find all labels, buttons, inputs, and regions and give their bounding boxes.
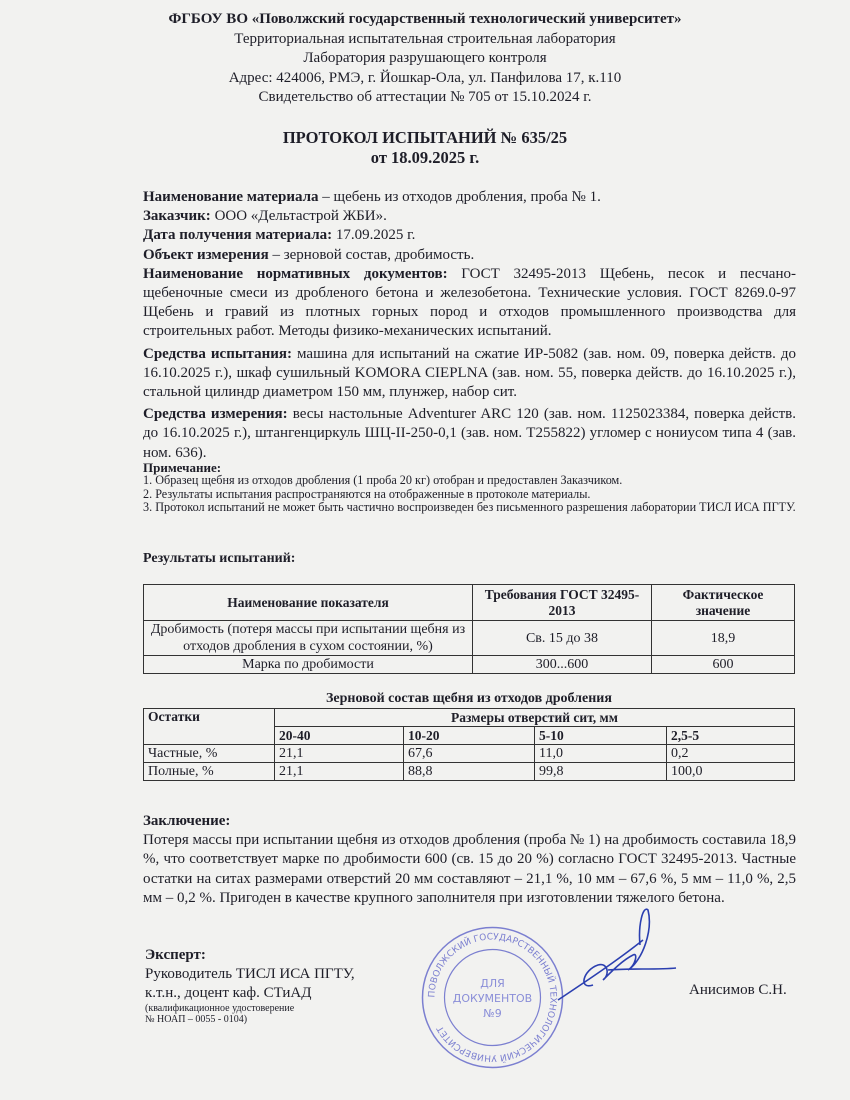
expert-position: Руководитель ТИСЛ ИСА ПГТУ, [145, 966, 355, 982]
col-size: 10-20 [404, 727, 535, 745]
signature [548, 900, 678, 1010]
protocol-number: ПРОТОКОЛ ИСПЫТАНИЙ № 635/25 [282, 128, 568, 147]
official-stamp [420, 925, 565, 1070]
table-row [144, 621, 795, 656]
cell: Марка по дробимости [144, 656, 473, 674]
col-group-sizes: Размеры отверстий сит, мм [275, 709, 795, 727]
col-size: 20-40 [275, 727, 404, 745]
expert-cert-number: № НОАП – 0055 - 0104) [145, 1014, 248, 1025]
col-size: 2,5-5 [667, 727, 795, 745]
cell: Св. 15 до 38 [473, 621, 652, 656]
results-heading: Результаты испытаний: [143, 551, 296, 566]
measure-means-label: Средства измерения: [143, 406, 288, 423]
material-line [143, 188, 796, 207]
customer-value: ООО «Дельтастрой ЖБИ». [210, 208, 387, 225]
measure-means-line [143, 405, 796, 463]
conclusion-text: Потеря массы при испытании щебня из отходов дробления (проба № 1) на дробимость составила 18,9 %, что соответствует марке по дробимости 600 (св. 15 до 20 %) согласно ГОСТ 32495-2013. Частные остатки на ситах размерами отверстий 20 мм составляют – 21,1 %, 10 мм – 67,6 %, 5 мм – 11,0 %, 2,5 мм – 0,2 %. Пригоден в качестве крупного заполнителя при изготовлении тяжелого бетона. [143, 832, 796, 906]
certificate: Свидетельство об аттестации № 705 от 15.10.2024 г. [258, 89, 592, 105]
date-value: 17.09.2025 г. [332, 227, 416, 244]
conclusion [143, 812, 796, 908]
table-row [144, 656, 795, 674]
cell: 11,0 [535, 745, 667, 763]
cell: 18,9 [652, 621, 795, 656]
note-item: 1. Образец щебня из отходов дробления (1 проба 20 кг) отобран и предоставлен Заказчиком. [143, 473, 623, 488]
org-name: ФГБОУ ВО «Поволжский государственный технологический университет» [168, 11, 682, 27]
object-label: Объект измерения [143, 246, 269, 263]
grain-table-caption: Зерновой состав щебня из отходов дробления [326, 691, 612, 706]
test-means-label: Средства испытания: [143, 345, 292, 362]
date-line [143, 226, 796, 245]
expert-label: Эксперт: [145, 947, 206, 963]
expert-name: Анисимов С.Н. [689, 982, 787, 998]
sublab-name: Лаборатория разрушающего контроля [303, 50, 547, 66]
expert-cert: (квалификационное удостоверение [145, 1003, 295, 1014]
cell: 0,2 [667, 745, 795, 763]
stamp-line: №9 [483, 1007, 502, 1020]
grain-composition-table [143, 708, 795, 781]
lab-name: Территориальная испытательная строительная лаборатория [234, 30, 616, 47]
table-header-row [144, 709, 795, 727]
letterhead [0, 10, 850, 108]
cell: 99,8 [535, 763, 667, 781]
test-means-value: машина для испытаний на сжатие ИР-5082 (зав. ном. 09, поверка действ. до 16.10.2025 г.), шкаф сушильный KOMORA CIEPLNA (зав. ном. 55, поверка действ. до 16.10.2025 г.), стальной цилиндр диаметром 150 мм, плунжер, набор сит. [143, 345, 796, 401]
col-requirements: Требования ГОСТ 32495-2013 [473, 585, 652, 621]
cell: 21,1 [275, 763, 404, 781]
protocol-date: от 18.09.2025 г. [370, 148, 480, 167]
notes [143, 461, 796, 514]
docs-value: ГОСТ 32495-2013 Щебень, песок и песчано-щебеночные смеси из дробленого бетона и железобетона. Технические условия. ГОСТ 8269.0-97 Щебень и гравий из плотных горных пород и отходов промышленного производства для строительных работ. Методы физико-механических испытаний. [143, 265, 796, 340]
table-header-row [144, 585, 795, 621]
note-item: 2. Результаты испытания распространяются на отображенные в протоколе материалы. [143, 486, 591, 501]
col-size: 5-10 [535, 727, 667, 745]
docs-label: Наименование нормативных документов: [143, 265, 448, 282]
col-indicator: Наименование показателя [144, 585, 473, 621]
customer-line [143, 207, 796, 226]
stamp-line: ДЛЯ [480, 977, 505, 990]
stamp-ring-text: ПОВОЛЖСКИЙ ГОСУДАРСТВЕННЫЙ ТЕХНОЛОГИЧЕСКИЙ УНИВЕРСИТЕТ [427, 932, 558, 1063]
table-row [144, 745, 795, 763]
material-value: – щебень из отходов дробления, проба № 1. [318, 189, 601, 205]
expert-block [145, 946, 355, 1025]
expert-degree: к.т.н., доцент каф. СТиАД [145, 985, 312, 1001]
crushability-table [143, 584, 795, 674]
material-label: Наименование материала [143, 189, 319, 205]
cell: 88,8 [404, 763, 535, 781]
conclusion-label: Заключение: [143, 813, 231, 829]
test-means-line [143, 345, 796, 403]
table-row [144, 763, 795, 781]
docs-line [143, 265, 796, 342]
stamp-line: ДОКУМЕНТОВ [452, 992, 533, 1005]
cell: 300...600 [473, 656, 652, 674]
customer-label: Заказчик: [143, 208, 211, 225]
document-title [0, 128, 850, 168]
col-actual: Фактическое значение [652, 585, 795, 621]
col-residues: Остатки [144, 709, 275, 745]
cell: Дробимость (потеря массы при испытании щебня из отходов дробления в сухом состоянии, %) [144, 621, 473, 656]
row-label: Полные, % [144, 763, 275, 781]
object-value: – зерновой состав, дробимость. [268, 246, 475, 263]
cell: 100,0 [667, 763, 795, 781]
object-line [143, 246, 796, 265]
row-label: Частные, % [144, 745, 275, 763]
cell: 21,1 [275, 745, 404, 763]
notes-label: Примечание: [143, 460, 222, 475]
cell: 67,6 [404, 745, 535, 763]
measure-means-value: весы настольные Adventurer ARC 120 (зав. ном. 1125023384, поверка действ. до 16.10.2025 г.), штангенциркуль ШЦ-II-250-0,1 (зав. ном. Т255822) угломер с нониусом типа 4 (зав. ном. 636). [143, 406, 797, 461]
note-item: 3. Протокол испытаний не может быть частично воспроизведен без письменного разрешения лаборатории ТИСЛ ИСА ПГТУ. [143, 499, 796, 514]
address: Адрес: 424006, РМЭ, г. Йошкар-Ола, ул. Панфилова 17, к.110 [228, 69, 622, 86]
info-section [143, 188, 796, 463]
date-label: Дата получения материала: [143, 227, 333, 244]
cell: 600 [652, 656, 795, 674]
